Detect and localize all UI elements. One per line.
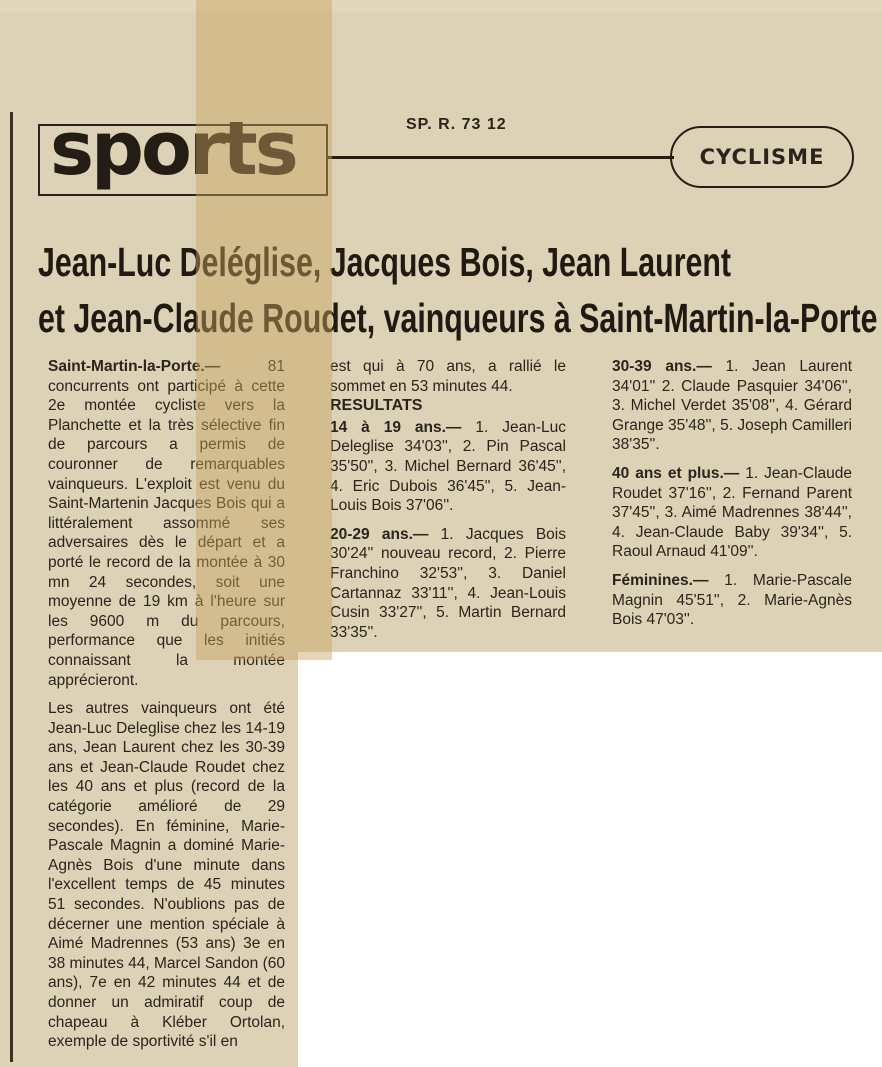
adhesive-tape [196,0,332,660]
results-20-29-head: 20-29 ans.— [330,525,429,543]
results-feminines-body: 1. Marie-Pascale Magnin 45'51'', 2. Marie-Agnès Bois 47'03''. [612,571,852,629]
article-column-2 [330,357,566,651]
results-14-19 [330,418,566,516]
paragraph-2: Les autres vainqueurs ont été Jean-Luc Deleglise chez les 14-19 ans, Jean Laurent chez les 30-39 ans et Jean-Claude Roudet chez les 40 ans et plus (record de la catégorie amélioré de 29 secondes). En féminine, Marie-Pascale Magnin a dominé Marie-Agnès Bois d'une minute dans l'excellent temps de 45 minutes 51 secondes. N'oublions pas de décerner une mention spéciale à Aimé Madrennes (53 ans) 3e en 38 minutes 44, Marcel Sandon (60 ans), 7e en 42 minutes 44 et de donner un admiratif coup de chapeau à Kléber Ortolan, exemple de sportivité s'il en [48,700,285,1051]
headline [38,234,878,346]
results-30-39-body: 1. Jean Laurent 34'01'' 2. Claude Pasquier 34'06'', 3. Michel Verdet 35'08'', 4. Gérard Grange 35'48'', 5. Joseph Camilleri 38'35''. [612,358,852,454]
header-rule [328,156,674,159]
dateline: Saint-Martin-la-Porte.— [48,358,221,375]
results-14-19-body: 1. Jean-Luc Deleglise 34'03'', 2. Pin Pascal 35'50'', 3. Michel Bernard 36'45'', 4. Eric Dubois 36'45'', 5. Jean-Louis Bois 37'06''. [330,418,566,515]
paragraph-continued: est qui à 70 ans, a rallié le sommet en 53 minutes 44. [330,358,566,395]
results-20-29-body: 1. Jacques Bois 30'24'' nouveau record, 2. Pierre Franchino 32'53'', 3. Daniel Cartannaz 33'11'', 4. Jean-Louis Cusin 33'27'', 5. Martin Bernard 33'35''. [330,525,566,641]
headline-line-2: et Jean-Claude Roudet, vainqueurs à Saint-Martin-la-Porte [38,295,878,341]
headline-line-1: Jean-Luc Deléglise, Jacques Bois, Jean Laurent [38,239,732,285]
results-40-plus [612,464,852,562]
sports-logo: sports [50,106,296,192]
article-column-3 [612,357,852,639]
results-40-plus-body: 1. Jean-Claude Roudet 37'16'', 2. Fernand Parent 37'45'', 3. Aimé Madrennes 38'44'', 4. Jean-Claude Baby 39'34'', 5. Raoul Arnaud 41'09''. [612,464,852,561]
results-40-plus-head: 40 ans et plus.— [612,464,740,482]
tape-strip-top [0,0,882,12]
column-rule [10,112,13,1062]
paragraph-1-body: 81 concurrents ont participé à cette 2e montée cycliste vers la Planchette et la très sélective fin de parcours a permis de couronner de remarquables vainqueurs. L'exploit est venu du Saint-Martenin Jacques Bois qui a littéralement assommé ses adversaires dès le départ et a porté le record de la montée à 30 mn 24 secondes, soit une moyenne de 19 km à l'heure sur les 9600 m du parcours, performance que les initiés connaissant la montée apprécieront. [48,358,285,689]
results-feminines [612,571,852,630]
results-feminines-head: Féminines.— [612,571,709,589]
results-20-29 [330,525,566,643]
folio: SP. R. 73 12 [406,116,507,133]
results-title: RESULTATS [330,397,423,415]
results-14-19-head: 14 à 19 ans.— [330,418,462,436]
results-30-39-head: 30-39 ans.— [612,358,712,375]
results-30-39 [612,357,852,455]
section-badge: CYCLISME [670,126,854,188]
